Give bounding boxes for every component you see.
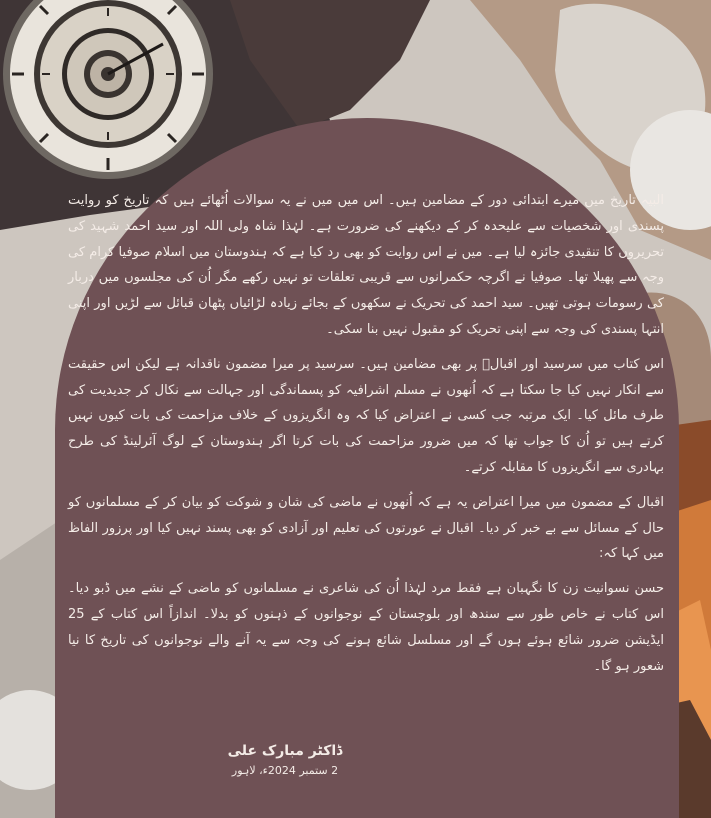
article-body: [68, 188, 664, 688]
paragraph: البیہ تاریخ میں میرے ابتدائی دور کے مضامین ہیں۔ اس میں میں نے یہ سوالات اُٹھائے ہیں کہ تاریخ کو روایت پسندی اور شخصیات سے علیحدہ کر کے دیکھنے کی ضرورت ہے۔ لہٰذا شاہ ولی اللہ اور سید احمد شہید کی تحریروں کا تنقیدی جائزہ لیا ہے۔ میں نے اس روایت کو بھی رد کیا ہے کہ ہندوستان میں اسلام صوفیا کرام کی وجہ سے پھیلا تھا۔ صوفیا نے اگرچہ حکمرانوں سے قریبی تعلقات تو نہیں رکھے مگر اُن کی مجلسوں میں دربار کی رسومات ہوتی تھیں۔ سید احمد کی تحریک نے سکھوں کے بجائے زیادہ لڑائیاں پٹھان قبائل سے لڑیں اور اپنی انتہا پسندی کی وجہ سے اپنی تحریک کو مقبول نہیں بنا سکی۔: [68, 193, 664, 337]
author-signature: [215, 740, 355, 780]
paragraph: اس کتاب میں سرسید اور اقبالؒ پر بھی مضامین ہیں۔ سرسید پر میرا مضمون ناقدانہ ہے لیکن اس حقیقت سے انکار نہیں کیا جا سکتا ہے کہ اُنھوں نے مسلم اشرافیہ کو پسماندگی اور جہالت سے نکال کر جدیدیت کی طرف مائل کیا۔ ایک مرتبہ جب کسی نے اعتراض کیا کہ وہ انگریزوں کے خلاف مزاحمت کی بات کیوں نہیں کرتے ہیں تو اُن کا جواب تھا کہ میں ضرور مزاحمت کی بات کرتا اگر ہندوستان کے لوگ آئرلینڈ کی طرح بہادری سے انگریزوں کا مقابلہ کرتے۔: [68, 356, 664, 475]
date-place: 2 ستمبر 2024ء، لاہور: [231, 764, 339, 777]
paragraph: اقبال کے مضمون میں میرا اعتراض یہ ہے کہ اُنھوں نے ماضی کی شان و شوکت کو بیان کر کے مسلمانوں کو حال کے مسائل سے بے خبر کر دیا۔ اقبال نے عورتوں کی تعلیم اور آزادی کو بھی پسند نہیں کیا اور پرزور الفاظ میں کہا کہ:: [68, 494, 664, 562]
author-name: ڈاکٹر مبارک علی: [227, 743, 343, 759]
paragraph: حسن نسوانیت زن کا نگہبان ہے فقط مرد لہٰذا اُن کی شاعری نے مسلمانوں کو ماضی کے نشے میں ڈبو دیا۔ اس کتاب نے خاص طور سے سندھ اور بلوچستان کے نوجوانوں کے ذہنوں کو بدلا۔ اندازاً اس کتاب کے 25 ایڈیشن ضرور شائع ہوئے ہوں گے اور مسلسل شائع ہونے کی وجہ سے یہ آنے والے نوجوانوں کی تاریخ کا نیا شعور ہو گا۔: [68, 581, 664, 674]
